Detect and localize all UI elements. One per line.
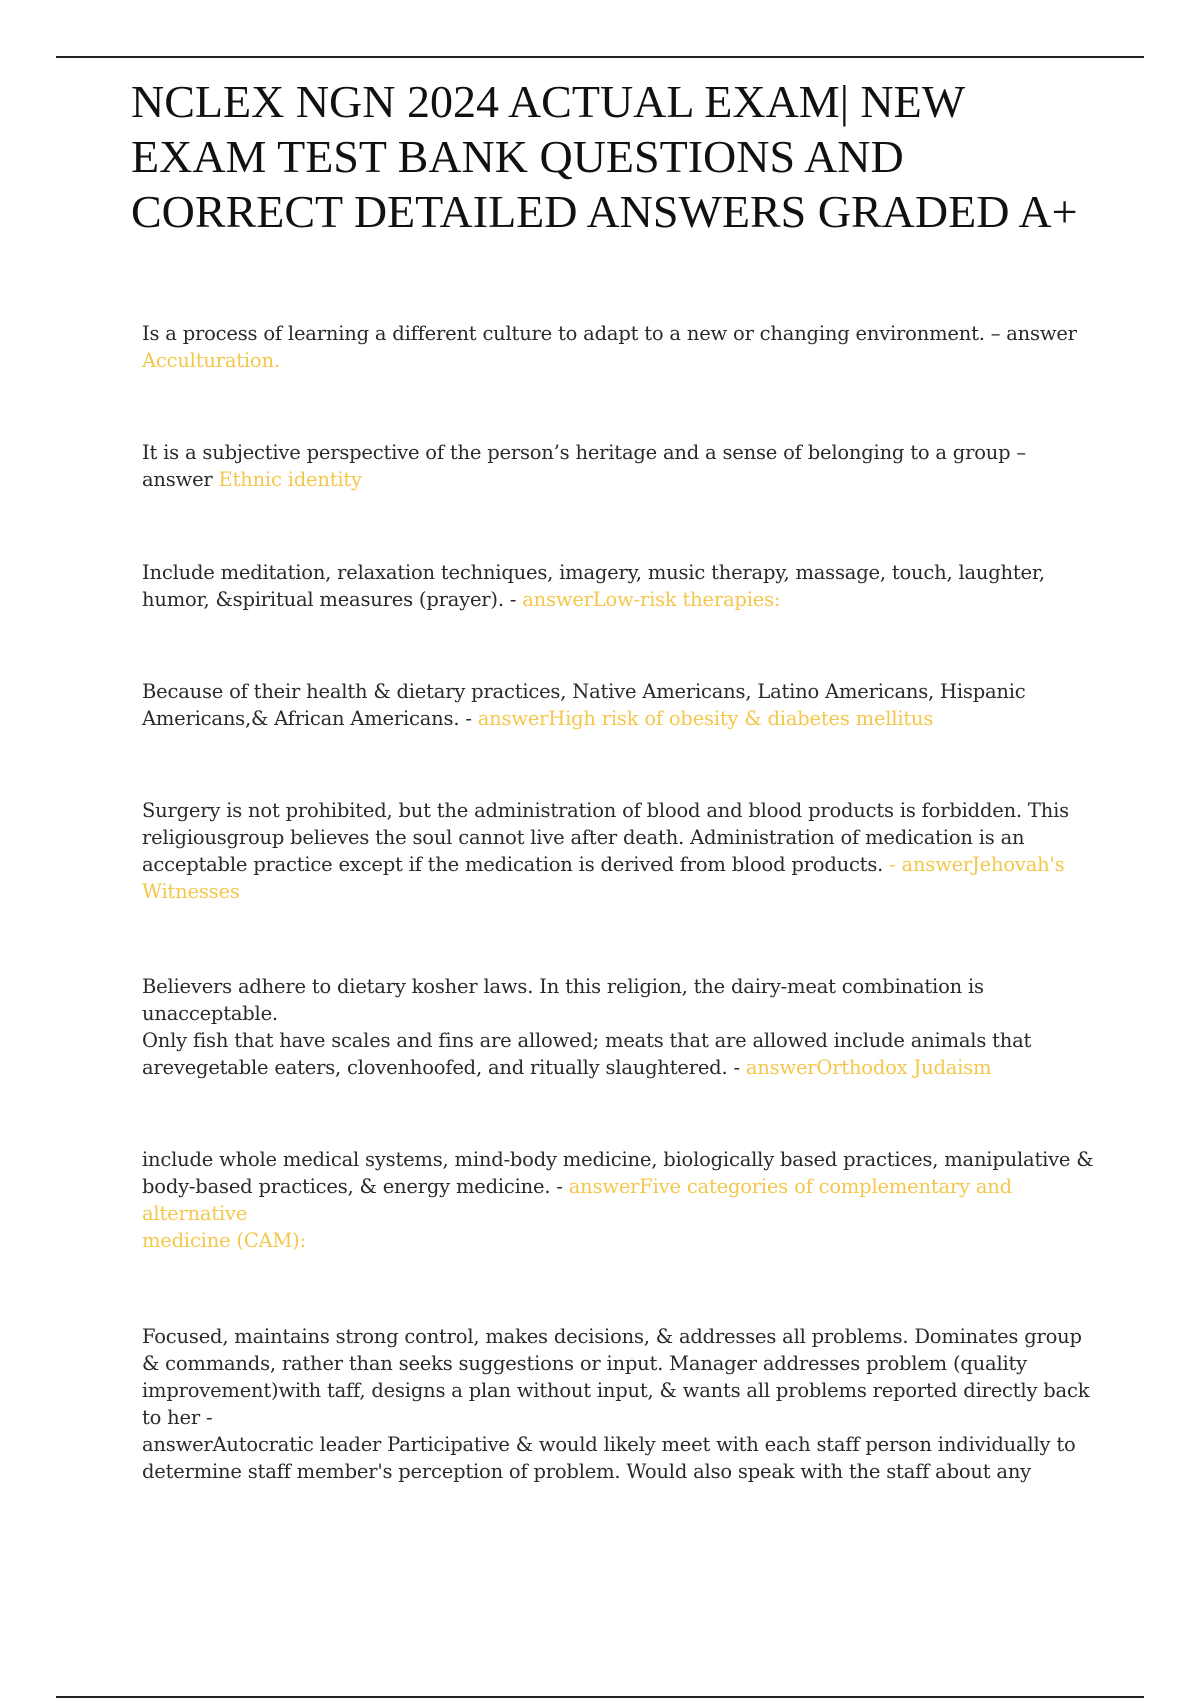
answer-text: Ethnic identity bbox=[218, 468, 362, 491]
answer-text: answerFive categories of complementary and alternative bbox=[142, 1175, 1012, 1225]
answer-text: - answerJehovah's Witnesses bbox=[142, 853, 1065, 903]
answer-text: Acculturation. bbox=[142, 349, 280, 372]
question-text: Include meditation, relaxation techniques, imagery, music therapy, massage, touch, laughter, humor, &spiritual measures (prayer). - bbox=[142, 561, 1045, 611]
qa-item bbox=[142, 1146, 1102, 1254]
question-text: It is a subjective perspective of the person’s heritage and a sense of belonging to a group – answer bbox=[142, 441, 1026, 491]
answer-text: answerLow-risk therapies: bbox=[522, 588, 781, 611]
answer-text-continued: medicine (CAM): bbox=[142, 1229, 306, 1252]
question-text: include whole medical systems, mind-body medicine, biologically based practices, manipulative & body-based practices, & energy medicine. - bbox=[142, 1148, 1094, 1198]
qa-item bbox=[142, 320, 1092, 374]
question-text: Focused, maintains strong control, makes decisions, & addresses all problems. Dominates group & commands, rather than seeks suggestions or input. Manager addresses problem (quality improvement)with taff, designs a plan without input, & wants all problems reported directly back to her - bbox=[142, 1325, 1090, 1429]
qa-item bbox=[142, 439, 1092, 493]
question-text: Surgery is not prohibited, but the administration of blood and blood products is forbidden. This religiousgroup believes the soul cannot live after death. Administration of medication is an acceptable practice except if the medication is derived from blood products. bbox=[142, 799, 1069, 876]
top-rule bbox=[56, 56, 1144, 58]
document-title: NCLEX NGN 2024 ACTUAL EXAM| NEW EXAM TEST BANK QUESTIONS AND CORRECT DETAILED ANSWERS GRADED A+ bbox=[131, 76, 1078, 237]
qa-item bbox=[142, 559, 1092, 613]
qa-item bbox=[142, 973, 1092, 1081]
question-text: Believers adhere to dietary kosher laws. In this religion, the dairy-meat combination is unacceptable. bbox=[142, 975, 984, 1025]
answer-text: answerAutocratic leader Participative & would likely meet with each staff person individually to determine staff member's perception of problem. Would also speak with the staff about any bbox=[142, 1433, 1076, 1483]
question-text: Because of their health & dietary practices, Native Americans, Latino Americans, Hispanic Americans,& African Americans. - bbox=[142, 680, 1026, 730]
answer-text: answerHigh risk of obesity & diabetes mellitus bbox=[477, 707, 934, 730]
question-text: Is a process of learning a different culture to adapt to a new or changing environment. – answer bbox=[142, 322, 1077, 345]
qa-item bbox=[142, 797, 1092, 905]
bottom-rule bbox=[56, 1696, 1144, 1698]
qa-item bbox=[142, 1323, 1092, 1485]
qa-item bbox=[142, 678, 1092, 732]
answer-text: answerOrthodox Judaism bbox=[745, 1056, 992, 1079]
question-text-continued: Only fish that have scales and fins are allowed; meats that are allowed include animals that arevegetable eaters, clovenhoofed, and ritually slaughtered. - bbox=[142, 1029, 1032, 1079]
